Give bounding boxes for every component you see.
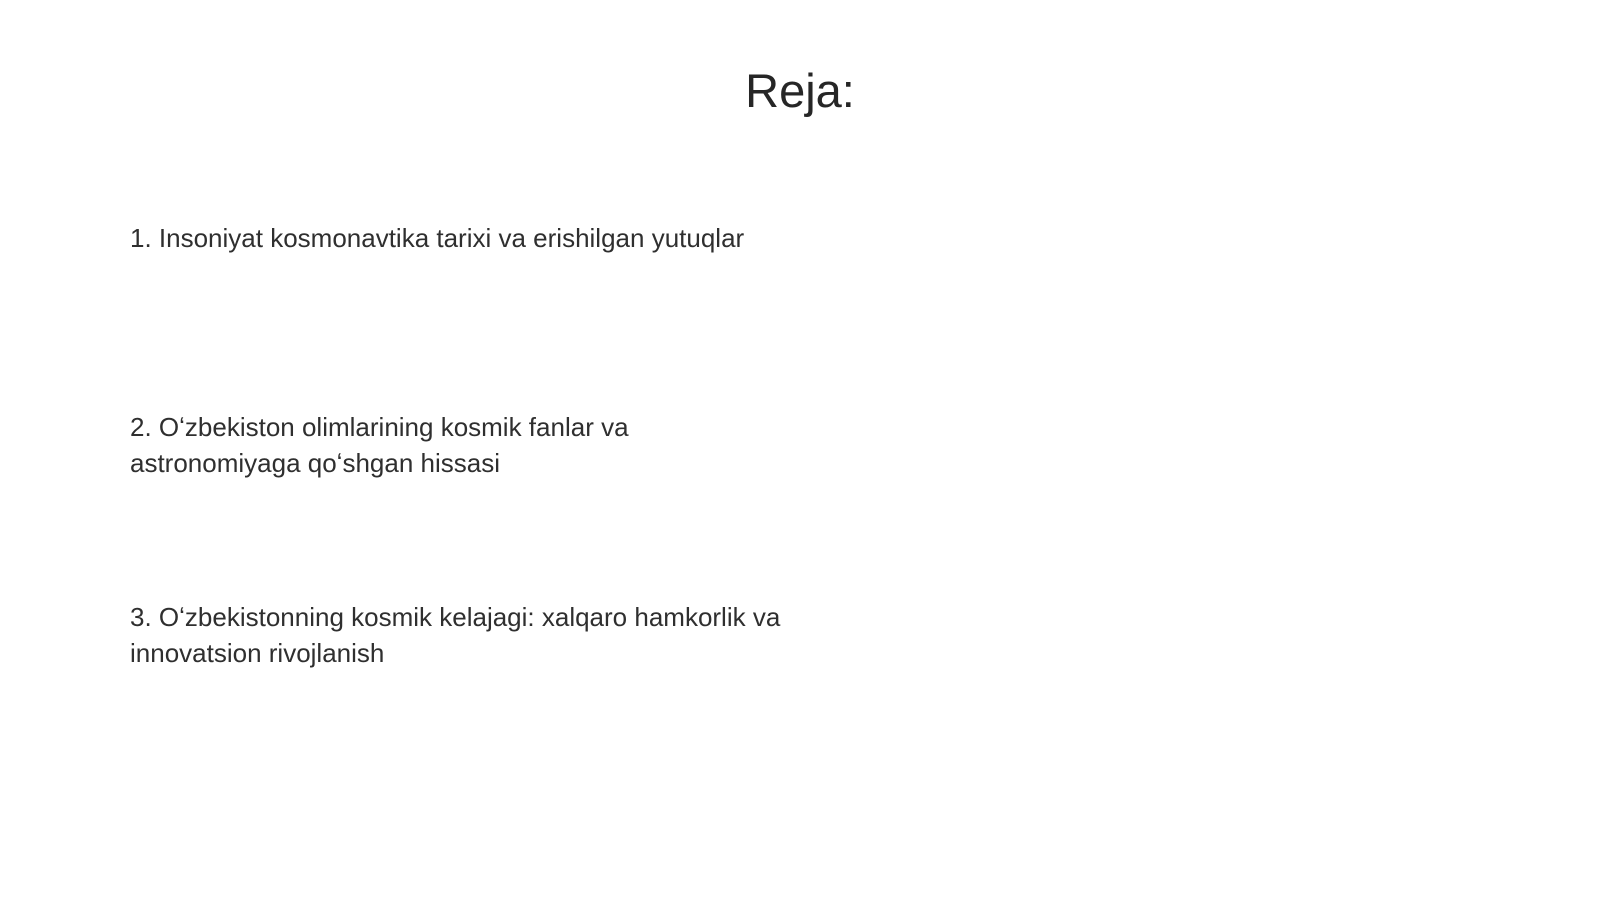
plan-item-2: 2. Oʻzbekiston olimlarining kosmik fanlar va astronomiyaga qoʻshgan hissasi [130, 412, 629, 478]
plan-item-1: 1. Insoniyat kosmonavtika tarixi va erishilgan yutuqlar [130, 223, 745, 253]
plan-item-3: 3. Oʻzbekistonning kosmik kelajagi: xalqaro hamkorlik va innovatsion rivojlanish [130, 602, 781, 668]
slide-title: Reja: [745, 64, 855, 117]
